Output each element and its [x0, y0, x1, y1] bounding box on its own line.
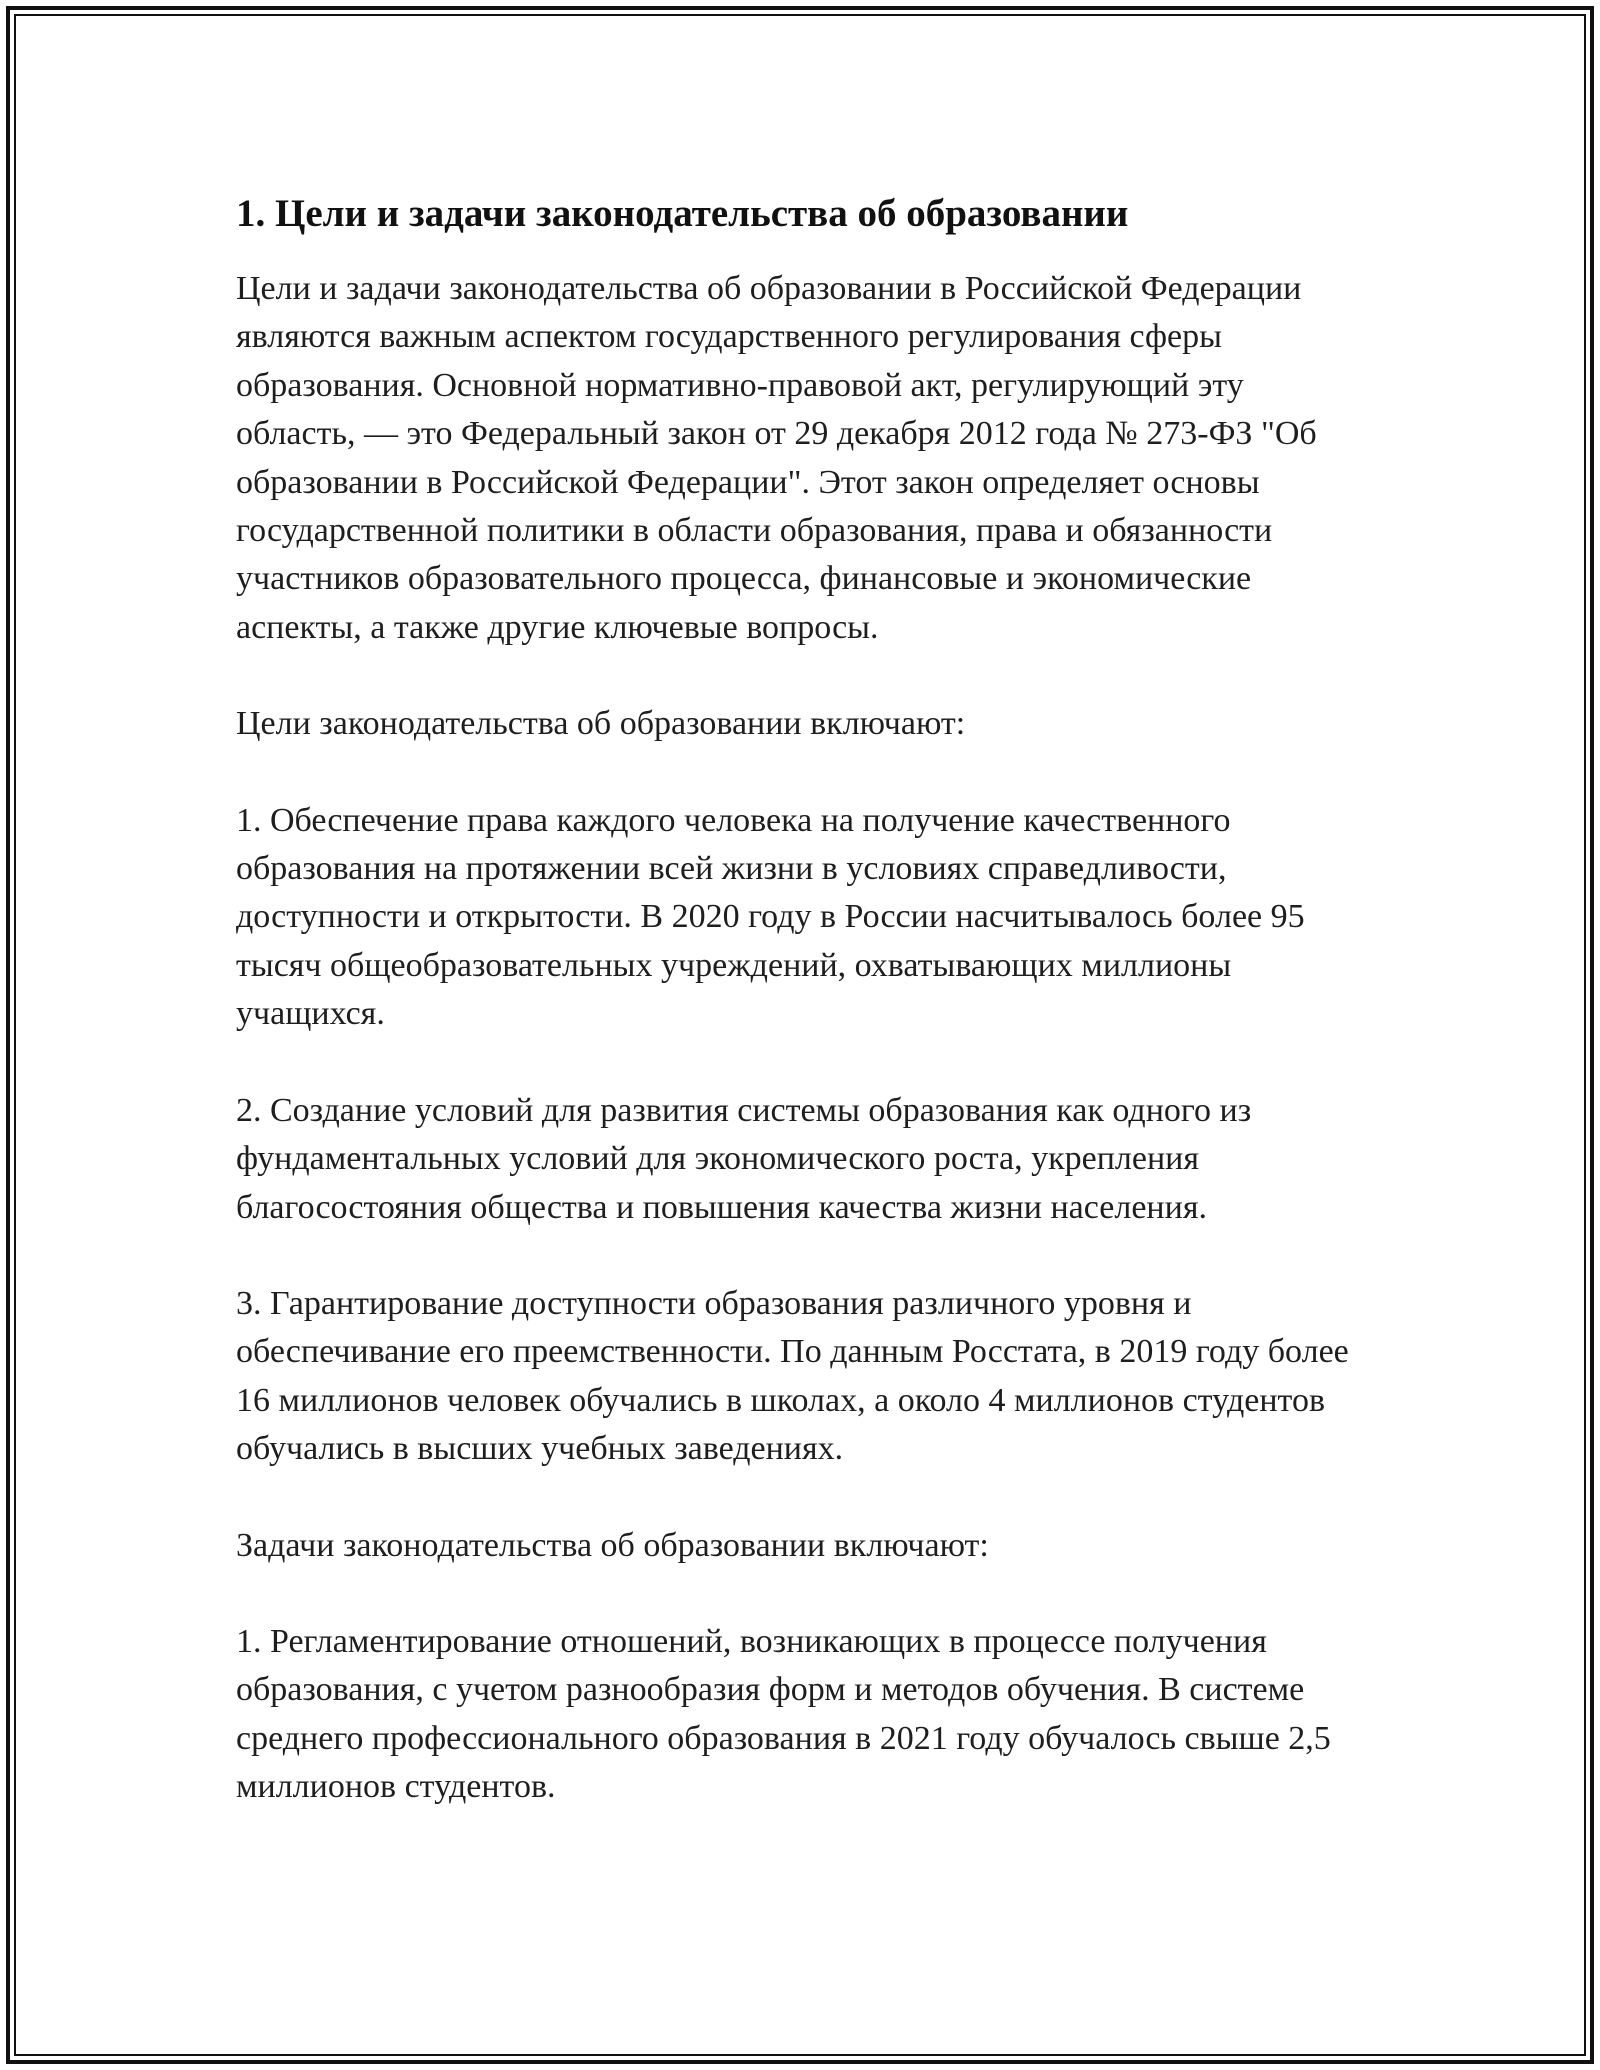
- section-title: 1. Цели и задачи законодательства об образовании: [236, 192, 1129, 235]
- task-item-1: 1. Регламентирование отношений, возникающих в процессе получения образования, с учетом разнообразия форм и методов обучения. В системе среднего профессионального образования в 2021 году обучалось свыше 2,5 миллионов студентов.: [236, 1622, 1331, 1806]
- tasks-heading: Задачи законодательства об образовании включают:: [236, 1526, 989, 1564]
- goals-heading: Цели законодательства об образовании включают:: [236, 705, 966, 743]
- goal-item-1: 1. Обеспечение права каждого человека на получение качественного образования на протяжении всей жизни в условиях справедливости, доступности и открытости. В 2020 году в России насчитывалось более 95 тысяч общеобразовательных учреждений, охватывающих миллионы учащихся.: [236, 801, 1305, 1033]
- goal-item-3: 3. Гарантирование доступности образования различного уровня и обеспечивание его преемственности. По данным Росстата, в 2019 году более 16 миллионов человек обучались в школах, а около 4 миллионов студентов обучались в высших учебных заведениях.: [236, 1284, 1349, 1468]
- intro-paragraph: Цели и задачи законодательства об образовании в Российской Федерации являются важным аспектом государственного регулирования сферы образования. Основной нормативно-правовой акт, регулирующий эту область, — это Федеральный закон от 29 декабря 2012 года № 273-ФЗ "Об образовании в Российской Федерации". Этот закон определяет основы государственной политики в области образования, права и обязанности участников образовательного процесса, финансовые и экономические аспекты, а также другие ключевые вопросы.: [236, 270, 1317, 646]
- goal-item-2: 2. Создание условий для развития системы образования как одного из фундаментальных условий для экономического роста, укрепления благосостояния общества и повышения качества жизни населения.: [236, 1091, 1252, 1226]
- document-body: [236, 185, 1371, 1860]
